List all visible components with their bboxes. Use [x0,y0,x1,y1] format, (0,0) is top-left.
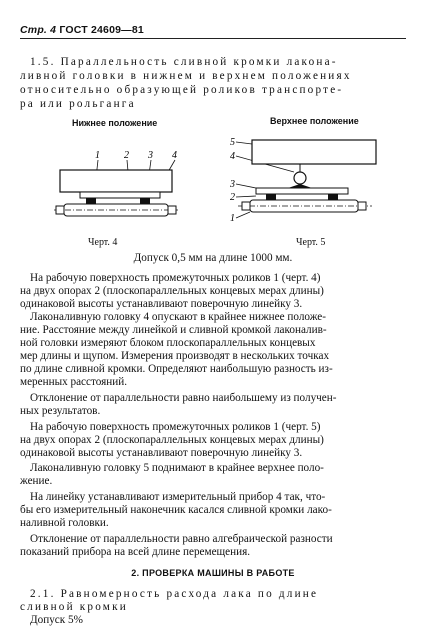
figure-5-diagram [222,132,382,230]
body-line-9: меренных расстояний. [20,376,128,388]
fig4-head-shape [60,170,172,192]
fig4-number-4: 4 [172,150,177,161]
fig5-number-2: 2 [230,192,235,203]
fig4-block-right [140,198,150,204]
body-line-18: бы его измерительный наконечник касался сливной кромки лако- [20,504,332,516]
fig5-number-3: 3 [230,179,235,190]
body-line-3: одинаковой высоты устанавливают поверочную линейку 3. [20,298,303,310]
fig4-block-left [86,198,96,204]
item-2-1-title-line-2: сливной кромки [20,601,128,613]
body-line-12: На рабочую поверхность промежуточных роликов 1 (черт. 5) [30,421,321,433]
doc-code: ГОСТ 24609—81 [59,24,144,36]
body-line-17: На линейку устанавливают измерительный прибор 4 так, что- [30,491,326,503]
figure-4-caption: Нижнее положение [72,118,158,128]
figure-5-label: Черт. 5 [296,237,326,248]
figure-4-label: Черт. 4 [88,237,118,248]
item-2-1-tolerance: Допуск 5% [30,614,83,626]
body-line-7: мер длины и щупом. Измерения производят в нескольких точках [20,350,330,362]
body-line-19: наливной головки. [20,517,109,529]
body-line-5: ние. Расстояние между линейкой и сливной кромкой лаконалив- [20,324,327,336]
item-1-5-title-line-2: ливной головки в нижнем и верхнем положениях [20,70,352,82]
fig5-number-4: 4 [230,151,235,162]
body-line-6: ной головки измеряют блоком плоскопараллельных концевых [20,337,316,349]
item-1-5-title-line-1: 1.5. Параллельность сливной кромки лакона- [30,56,338,68]
fig4-number-3: 3 [148,150,153,161]
item-1-5-title-line-4: ра или рольганга [20,98,136,110]
fig5-number-5: 5 [230,137,235,148]
body-line-21: показаний прибора на всей длине перемещения. [20,546,251,558]
figure-5-caption: Верхнее положение [270,116,359,126]
fig4-ruler-shape [80,192,160,198]
fig4-number-2: 2 [124,150,129,161]
body-line-10: Отклонение от параллельности равно наибольшему из получен- [30,392,337,404]
page-header [20,24,144,36]
body-line-16: жение. [20,475,53,487]
body-line-15: Лаконаливную головку 5 поднимают в крайнее верхнее поло- [30,462,324,474]
item-2-1-title-line-1: 2.1. Равномерность расхода лака по длине [30,588,319,600]
body-line-2: на двух опорах 2 (плоскопараллельных концевых мерах длины) [20,285,324,297]
body-line-1: На рабочую поверхность промежуточных роликов 1 (черт. 4) [30,272,321,284]
body-line-14: одинаковой высоты устанавливают поверочную линейку 3. [20,447,303,459]
tolerance-1-5: Допуск 0,5 мм на длине 1000 мм. [133,252,293,264]
body-line-11: ных результатов. [20,405,101,417]
page-label: Стр. 4 [20,24,57,36]
body-line-13: на двух опорах 2 (плоскопараллельных концевых мерах длины) [20,434,324,446]
body-line-8: по длине сливной кромки. Определяют наибольшую разность из- [20,363,333,375]
fig5-number-1: 1 [230,213,235,224]
fig5-indicator-shape [294,172,306,184]
body-line-4: Лаконаливную головку 4 опускают в крайнее нижнее положе- [30,311,326,323]
fig4-number-1: 1 [95,150,100,161]
fig5-ruler-shape [256,188,348,194]
fig5-head-shape [252,140,376,164]
body-line-20: Отклонение от параллельности равно алгебраической разности [30,533,333,545]
section-2-title: 2. ПРОВЕРКА МАШИНЫ В РАБОТЕ [131,568,295,578]
item-1-5-title-line-3: относительно образующей роликов транспорте- [20,84,344,96]
header-rule [20,38,406,39]
figure-4-diagram [40,140,190,235]
